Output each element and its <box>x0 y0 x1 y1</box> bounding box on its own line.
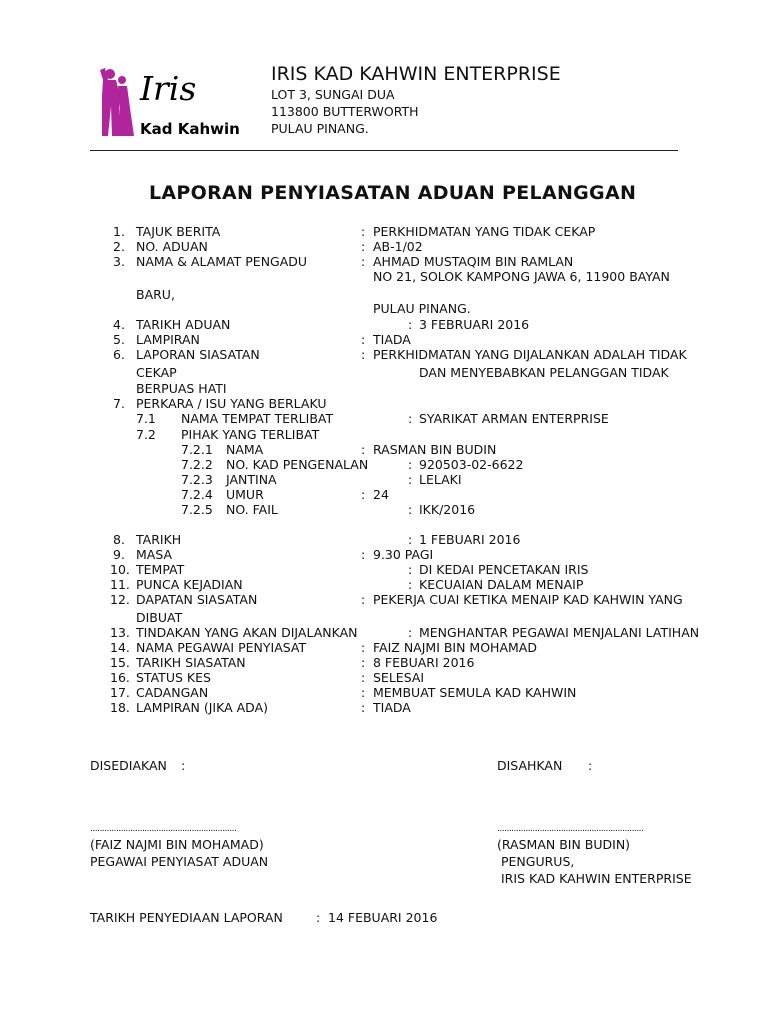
item-5-colon: : <box>361 332 366 347</box>
item-18-value: TIADA <box>373 700 411 715</box>
item-2-colon: : <box>361 239 366 254</box>
item-4-label: TARIKH ADUAN <box>136 317 231 332</box>
item-17-num: 17. <box>110 685 130 700</box>
item-6-label: LAPORAN SIASATAN <box>136 347 260 362</box>
item-7-label: PERKARA / ISU YANG BERLAKU <box>136 396 327 411</box>
logo-kad-kahwin-text: Kad Kahwin <box>140 120 240 138</box>
report-date-colon: : <box>316 910 321 925</box>
item-11-label: PUNCA KEJADIAN <box>136 577 243 592</box>
item-7-2-4-colon: : <box>361 487 366 502</box>
item-12-colon: : <box>361 592 366 607</box>
item-6-wrap-2: BERPUAS HATI <box>136 381 227 396</box>
approved-label: DISAHKAN <box>497 758 563 773</box>
header-divider <box>90 150 678 151</box>
item-4-value: 3 FEBRUARI 2016 <box>419 317 530 332</box>
item-9-num: 9. <box>113 547 125 562</box>
address-line-3: PULAU PINANG. <box>271 121 369 136</box>
address-line-2: 113800 BUTTERWORTH <box>271 104 419 119</box>
item-10-num: 10. <box>110 562 130 577</box>
item-11-value: KECUAIAN DALAM MENAIP <box>419 577 584 592</box>
left-signer-title: PEGAWAI PENYIASAT ADUAN <box>90 854 269 869</box>
item-5-label: LAMPIRAN <box>136 332 200 347</box>
right-signer-title: PENGURUS, <box>501 854 575 869</box>
item-8-colon: : <box>408 532 413 547</box>
item-7-2-2-colon: : <box>408 457 413 472</box>
item-4-num: 4. <box>113 317 125 332</box>
item-7-2-4-label: UMUR <box>226 487 264 502</box>
item-7-1-value: SYARIKAT ARMAN ENTERPRISE <box>419 411 609 426</box>
item-7-2-5-label: NO. FAIL <box>226 502 278 517</box>
item-7-2-5-num: 7.2.5 <box>181 502 213 517</box>
item-17-label: CADANGAN <box>136 685 209 700</box>
item-17-colon: : <box>361 685 366 700</box>
item-18-label: LAMPIRAN (JIKA ADA) <box>136 700 269 715</box>
right-signer-org: IRIS KAD KAHWIN ENTERPRISE <box>501 871 692 886</box>
item-7-2-2-value: 920503-02-6622 <box>419 457 524 472</box>
company-logo <box>96 66 266 142</box>
item-1-value: PERKHIDMATAN YANG TIDAK CEKAP <box>373 224 596 239</box>
item-2-value: AB-1/02 <box>373 239 423 254</box>
item-7-2-5-colon: : <box>408 502 413 517</box>
item-7-2-1-colon: : <box>361 442 366 457</box>
item-3-value-wrap: BARU, <box>136 287 175 302</box>
item-2-label: NO. ADUAN <box>136 239 208 254</box>
item-7-2-3-label: JANTINA <box>226 472 277 487</box>
item-14-colon: : <box>361 640 366 655</box>
item-7-1-num: 7.1 <box>136 411 156 426</box>
item-16-value: SELESAI <box>373 670 425 685</box>
item-14-value: FAIZ NAJMI BIN MOHAMAD <box>373 640 537 655</box>
item-3-num: 3. <box>113 254 125 269</box>
item-6-value-2: DAN MENYEBABKAN PELANGGAN TIDAK <box>419 365 669 380</box>
item-3-label: NAMA & ALAMAT PENGADU <box>136 254 308 269</box>
item-7-1-colon: : <box>408 411 413 426</box>
logo-iris-text: Iris <box>140 69 197 108</box>
item-15-num: 15. <box>110 655 130 670</box>
bride-groom-silhouette-icon <box>100 68 134 136</box>
item-6-colon: : <box>361 347 366 362</box>
item-1-label: TAJUK BERITA <box>136 224 221 239</box>
item-7-2-4-value: 24 <box>373 487 389 502</box>
item-7-num: 7. <box>113 396 125 411</box>
right-signature-line: .............................................................. <box>497 824 644 834</box>
item-12-value: PEKERJA CUAI KETIKA MENAIP KAD KAHWIN YANG <box>373 592 683 607</box>
prepared-colon: : <box>181 758 186 773</box>
item-12-label: DAPATAN SIASATAN <box>136 592 258 607</box>
left-signer-name: (FAIZ NAJMI BIN MOHAMAD) <box>90 837 264 852</box>
item-16-colon: : <box>361 670 366 685</box>
item-15-value: 8 FEBUARI 2016 <box>373 655 475 670</box>
item-18-num: 18. <box>110 700 130 715</box>
item-7-2-label: PIHAK YANG TERLIBAT <box>181 427 320 442</box>
item-6-wrap-1: CEKAP <box>136 365 177 380</box>
report-title: LAPORAN PENYIASATAN ADUAN PELANGGAN <box>149 182 637 204</box>
item-8-num: 8. <box>113 532 125 547</box>
item-10-label: TEMPAT <box>136 562 185 577</box>
item-5-value: TIADA <box>373 332 411 347</box>
report-date-value: 14 FEBUARI 2016 <box>328 910 438 925</box>
item-1-num: 1. <box>113 224 125 239</box>
company-name: IRIS KAD KAHWIN ENTERPRISE <box>271 63 561 85</box>
item-16-label: STATUS KES <box>136 670 211 685</box>
item-7-2-5-value: IKK/2016 <box>419 502 476 517</box>
item-9-value: 9.30 PAGI <box>373 547 434 562</box>
item-12-wrap: DIBUAT <box>136 610 183 625</box>
item-16-num: 16. <box>110 670 130 685</box>
item-15-label: TARIKH SIASATAN <box>136 655 246 670</box>
right-signer-name: (RASMAN BIN BUDIN) <box>497 837 631 852</box>
item-7-2-3-value: LELAKI <box>419 472 462 487</box>
item-7-2-3-colon: : <box>408 472 413 487</box>
item-6-num: 6. <box>113 347 125 362</box>
item-17-value: MEMBUAT SEMULA KAD KAHWIN <box>373 685 577 700</box>
item-14-label: NAMA PEGAWAI PENYIASAT <box>136 640 307 655</box>
item-9-label: MASA <box>136 547 173 562</box>
item-12-num: 12. <box>110 592 130 607</box>
prepared-label: DISEDIAKAN <box>90 758 167 773</box>
item-11-colon: : <box>408 577 413 592</box>
item-7-2-1-value: RASMAN BIN BUDIN <box>373 442 497 457</box>
item-10-colon: : <box>408 562 413 577</box>
approved-colon: : <box>588 758 593 773</box>
item-13-value: MENGHANTAR PEGAWAI MENJALANI LATIHAN <box>419 625 700 640</box>
item-2-num: 2. <box>113 239 125 254</box>
left-signature-line: .............................................................. <box>90 824 237 834</box>
item-13-colon: : <box>408 625 413 640</box>
item-7-1-label: NAMA TEMPAT TERLIBAT <box>181 411 334 426</box>
item-18-colon: : <box>361 700 366 715</box>
item-13-label: TINDAKAN YANG AKAN DIJALANKAN <box>136 625 358 640</box>
report-date-label: TARIKH PENYEDIAAN LAPORAN <box>90 910 283 925</box>
item-3-value-name: AHMAD MUSTAQIM BIN RAMLAN <box>373 254 574 269</box>
item-7-2-2-label: NO. KAD PENGENALAN <box>226 457 369 472</box>
item-7-2-1-num: 7.2.1 <box>181 442 213 457</box>
address-line-1: LOT 3, SUNGAI DUA <box>271 87 395 102</box>
item-3-colon: : <box>361 254 366 269</box>
item-14-num: 14. <box>110 640 130 655</box>
item-9-colon: : <box>361 547 366 562</box>
item-1-colon: : <box>361 224 366 239</box>
item-7-2-2-num: 7.2.2 <box>181 457 213 472</box>
item-10-value: DI KEDAI PENCETAKAN IRIS <box>419 562 589 577</box>
item-7-2-num: 7.2 <box>136 427 156 442</box>
item-8-value: 1 FEBUARI 2016 <box>419 532 521 547</box>
item-7-2-1-label: NAMA <box>226 442 264 457</box>
item-4-colon: : <box>408 317 413 332</box>
item-8-label: TARIKH <box>136 532 182 547</box>
item-13-num: 13. <box>110 625 130 640</box>
item-11-num: 11. <box>110 577 130 592</box>
item-6-value-1: PERKHIDMATAN YANG DIJALANKAN ADALAH TIDAK <box>373 347 687 362</box>
item-5-num: 5. <box>113 332 125 347</box>
item-3-value-address: NO 21, SOLOK KAMPONG JAWA 6, 11900 BAYAN <box>373 269 670 284</box>
item-15-colon: : <box>361 655 366 670</box>
item-7-2-3-num: 7.2.3 <box>181 472 213 487</box>
item-7-2-4-num: 7.2.4 <box>181 487 213 502</box>
item-3-value-state: PULAU PINANG. <box>373 301 471 316</box>
